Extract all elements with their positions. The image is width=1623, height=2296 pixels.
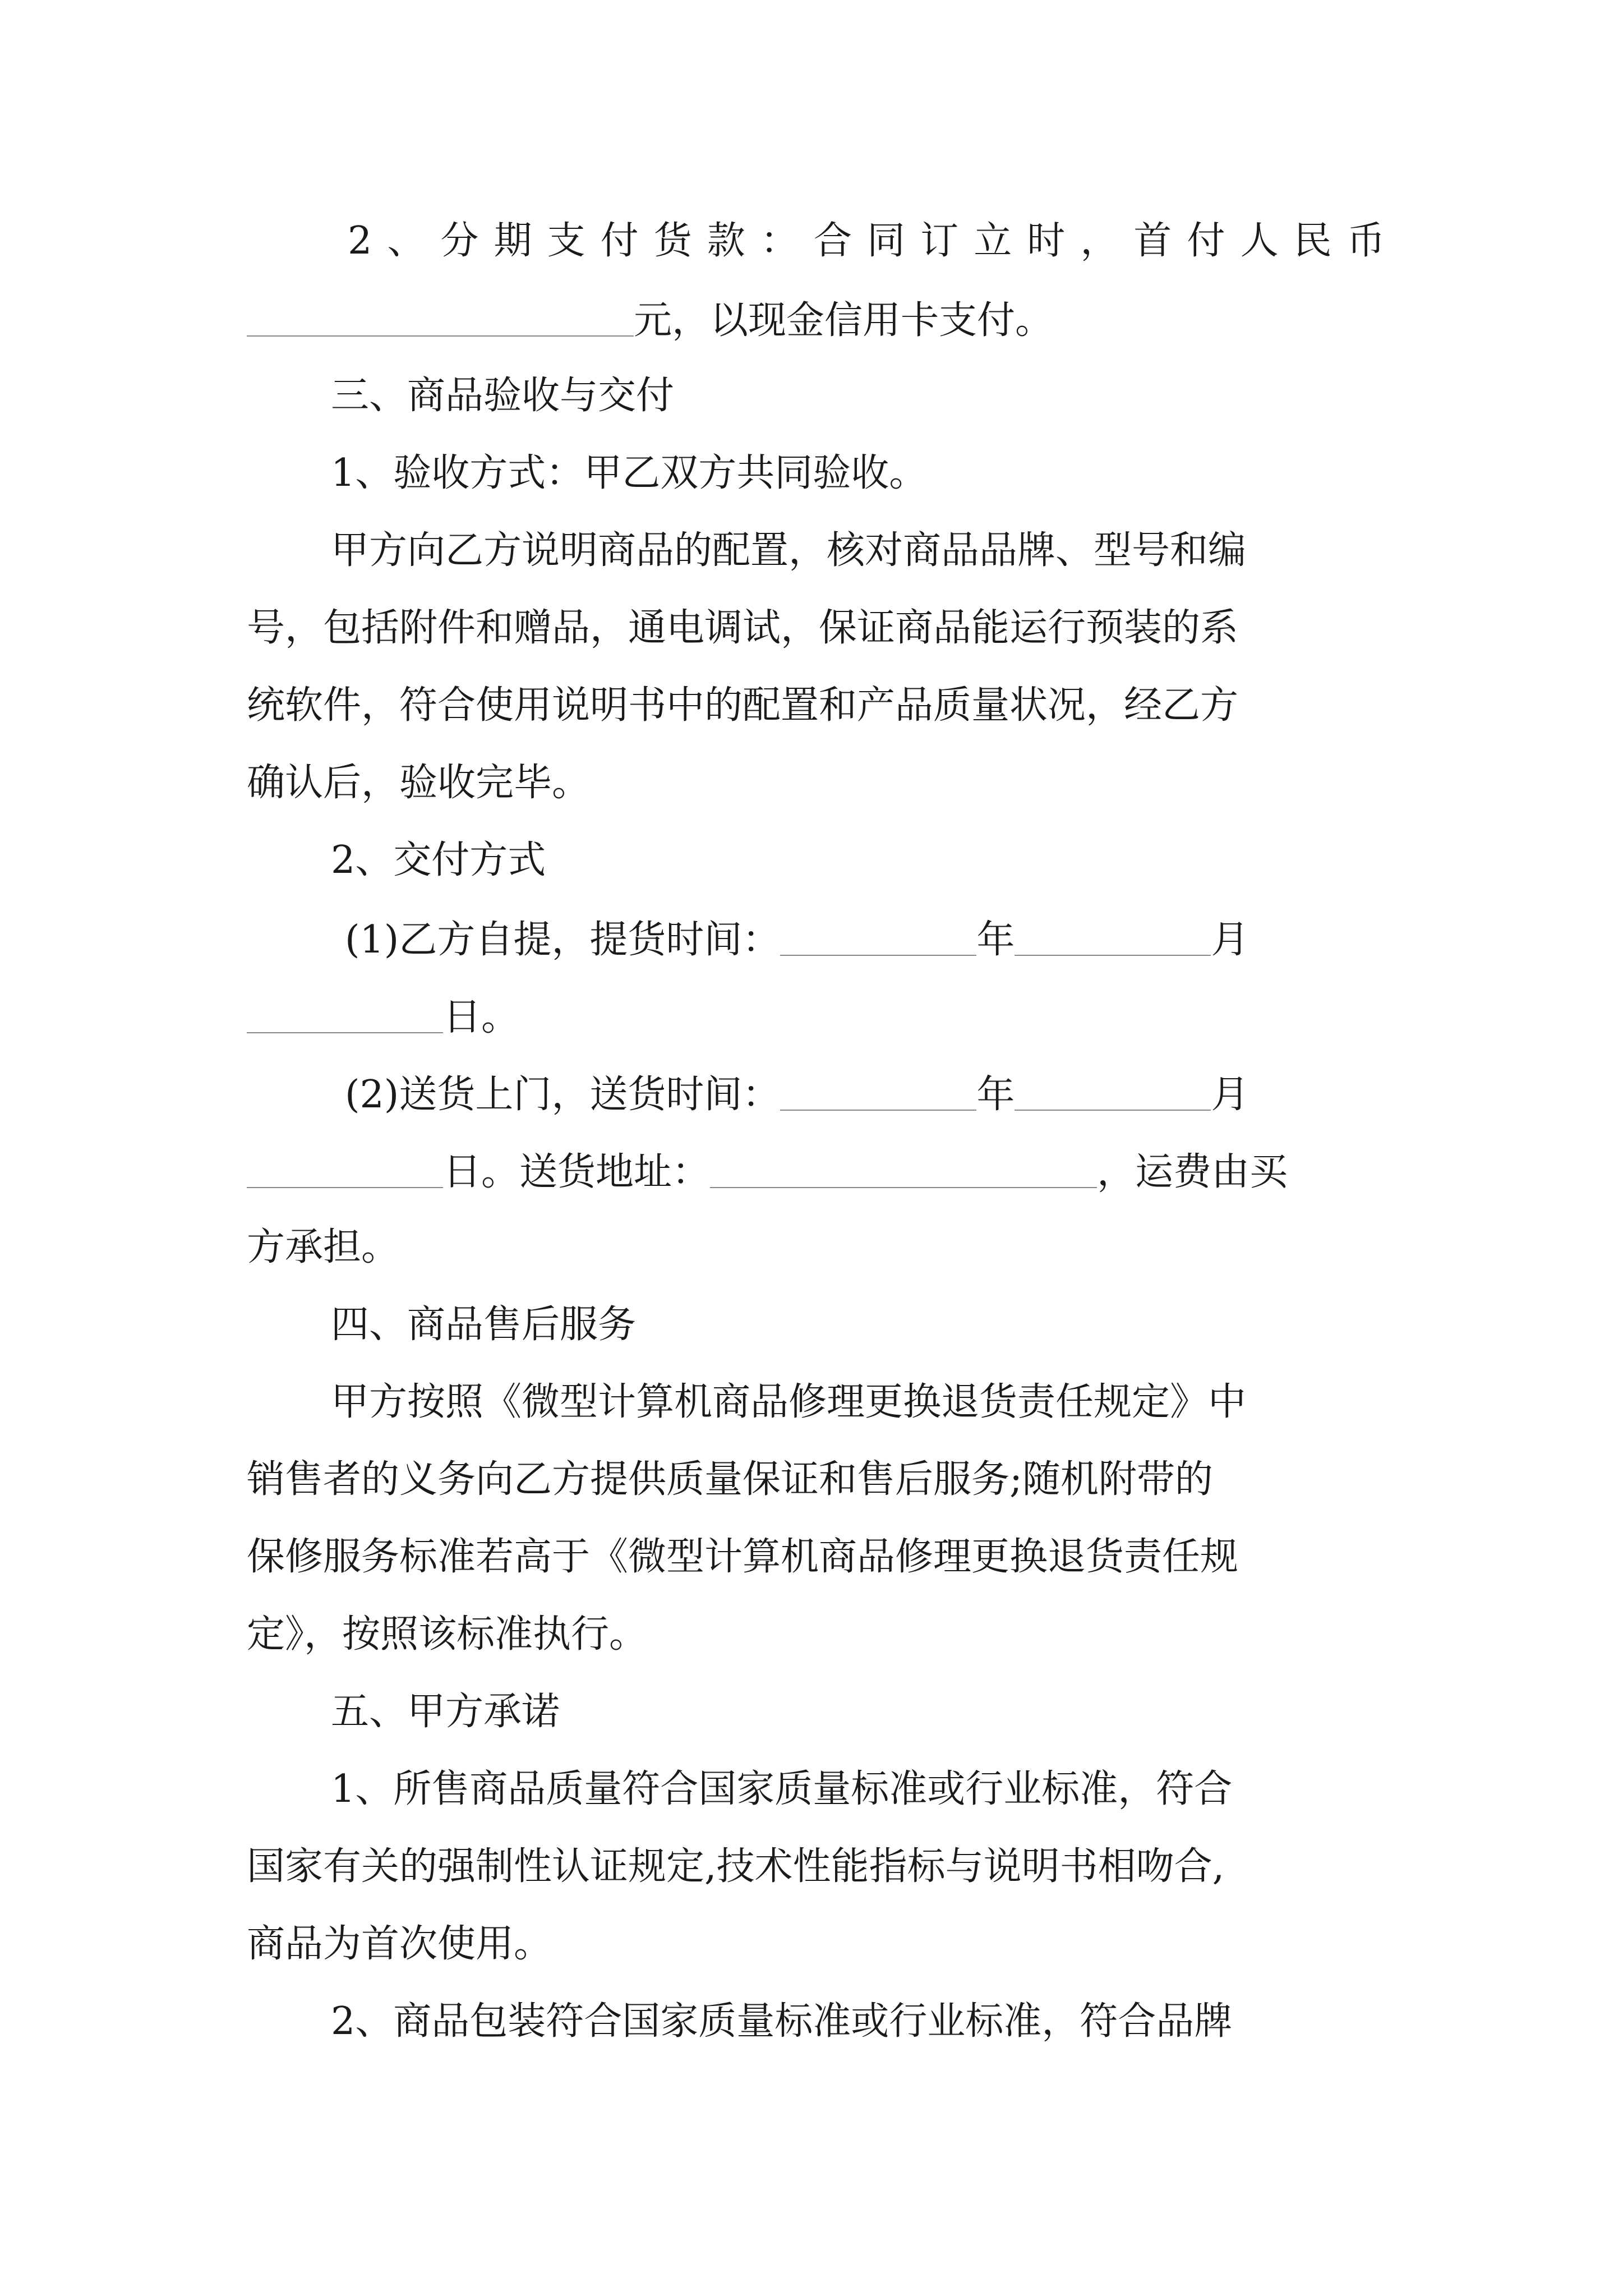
pickup-day-line — [247, 996, 1385, 1037]
paragraph-line — [247, 683, 1385, 728]
text-line: 年 — [976, 918, 1015, 962]
delivery-month-blank[interactable] — [1015, 1077, 1211, 1111]
installment-payment-line — [348, 219, 1385, 263]
text-line: 元，以现金信用卡支付。 — [634, 298, 1054, 343]
paragraph-line — [331, 1767, 1385, 1811]
pickup-day-blank[interactable] — [247, 1000, 443, 1033]
text-char: 合 — [813, 219, 852, 263]
paragraph-line — [247, 1457, 1385, 1502]
section-heading: 五、甲方承诺 — [331, 1690, 560, 1734]
text-line: 1、验收方式：甲乙双方共同验收。 — [331, 451, 928, 495]
text-char: 、 — [387, 219, 426, 263]
text-line: 甲方向乙方说明商品的配置，核对商品品牌、型号和编 — [331, 528, 1247, 573]
text-char: ： — [760, 219, 799, 263]
text-char: 付 — [600, 219, 639, 263]
delivery-address-line — [247, 1150, 1385, 1194]
text-line: 定》，按照该标准执行。 — [247, 1612, 648, 1657]
section-heading-promise — [331, 1690, 1469, 1734]
paragraph-line — [247, 1225, 1385, 1269]
text-line: 销售者的义务向乙方提供质量保证和售后服务;随机附带的 — [247, 1457, 1213, 1502]
text-line: 2、商品包装符合国家质量标准或行业标准，符合品牌 — [331, 1999, 1233, 2044]
text-line: 甲方按照《微型计算机商品修理更换退货责任规定》中 — [331, 1380, 1247, 1424]
text-char: 2 — [348, 219, 372, 263]
paragraph-line — [331, 1380, 1385, 1424]
text-line: 月 — [1211, 918, 1249, 962]
text-char: ， — [1080, 219, 1119, 263]
payment-amount-line — [247, 298, 1385, 343]
text-line: 1、所售商品质量符合国家质量标准或行业标准，符合 — [331, 1767, 1233, 1811]
paragraph-line — [247, 1612, 1385, 1657]
text-char: 订 — [920, 219, 959, 263]
section-heading-acceptance — [331, 374, 1469, 418]
text-char: 支 — [547, 219, 585, 263]
pickup-year-blank[interactable] — [780, 922, 976, 956]
text-line: (1)乙方自提，提货时间： — [345, 918, 781, 962]
amount-blank[interactable] — [247, 303, 634, 337]
text-char: 人 — [1240, 219, 1279, 263]
text-char: 币 — [1347, 219, 1385, 263]
text-line: 2、交付方式 — [331, 838, 546, 882]
paragraph-line — [247, 1844, 1385, 1889]
text-line: 国家有关的强制性认证规定,技术性能指标与说明书相吻合, — [247, 1844, 1225, 1889]
text-char: 首 — [1133, 219, 1172, 263]
paragraph-line — [247, 1535, 1385, 1579]
home-delivery-line — [345, 1073, 1385, 1117]
pickup-month-blank[interactable] — [1015, 922, 1211, 956]
delivery-method-heading — [331, 838, 1469, 882]
delivery-address-blank[interactable] — [710, 1154, 1097, 1188]
text-line: 日。 — [443, 995, 520, 1039]
text-line: 方承担。 — [247, 1225, 400, 1269]
text-char: 期 — [494, 219, 532, 263]
text-line: 号，包括附件和赠品，通电调试，保证商品能运行预装的系 — [247, 606, 1239, 650]
delivery-day-blank[interactable] — [247, 1154, 443, 1188]
section-heading: 四、商品售后服务 — [331, 1303, 637, 1347]
text-line: ，运费由买 — [1097, 1150, 1288, 1194]
text-line: 保修服务标准若高于《微型计算机商品修理更换退货责任规 — [247, 1535, 1239, 1579]
paragraph-line — [247, 1922, 1385, 1966]
text-line: 年 — [976, 1073, 1015, 1117]
delivery-year-blank[interactable] — [780, 1077, 976, 1111]
text-line: 日。送货地址： — [443, 1150, 711, 1194]
text-char: 民 — [1293, 219, 1332, 263]
paragraph-line — [247, 761, 1385, 805]
text-char: 货 — [653, 219, 692, 263]
text-char: 分 — [440, 219, 479, 263]
paragraph-line — [331, 1999, 1385, 2044]
self-pickup-line — [345, 918, 1385, 962]
text-char: 同 — [867, 219, 906, 263]
text-line: 确认后，验收完毕。 — [247, 761, 591, 805]
text-line: 商品为首次使用。 — [247, 1922, 552, 1966]
text-char: 时 — [1027, 219, 1066, 263]
text-line: 统软件，符合使用说明书中的配置和产品质量状况，经乙方 — [247, 683, 1239, 728]
text-line: 月 — [1211, 1073, 1249, 1117]
paragraph-line — [331, 528, 1385, 573]
text-char: 立 — [974, 219, 1012, 263]
text-char: 付 — [1187, 219, 1225, 263]
section-heading-after-sales — [331, 1303, 1469, 1347]
section-heading: 三、商品验收与交付 — [331, 374, 675, 418]
text-char: 款 — [707, 219, 745, 263]
acceptance-method-line — [331, 451, 1469, 495]
text-line: (2)送货上门，送货时间： — [345, 1073, 781, 1117]
paragraph-line — [247, 606, 1385, 650]
